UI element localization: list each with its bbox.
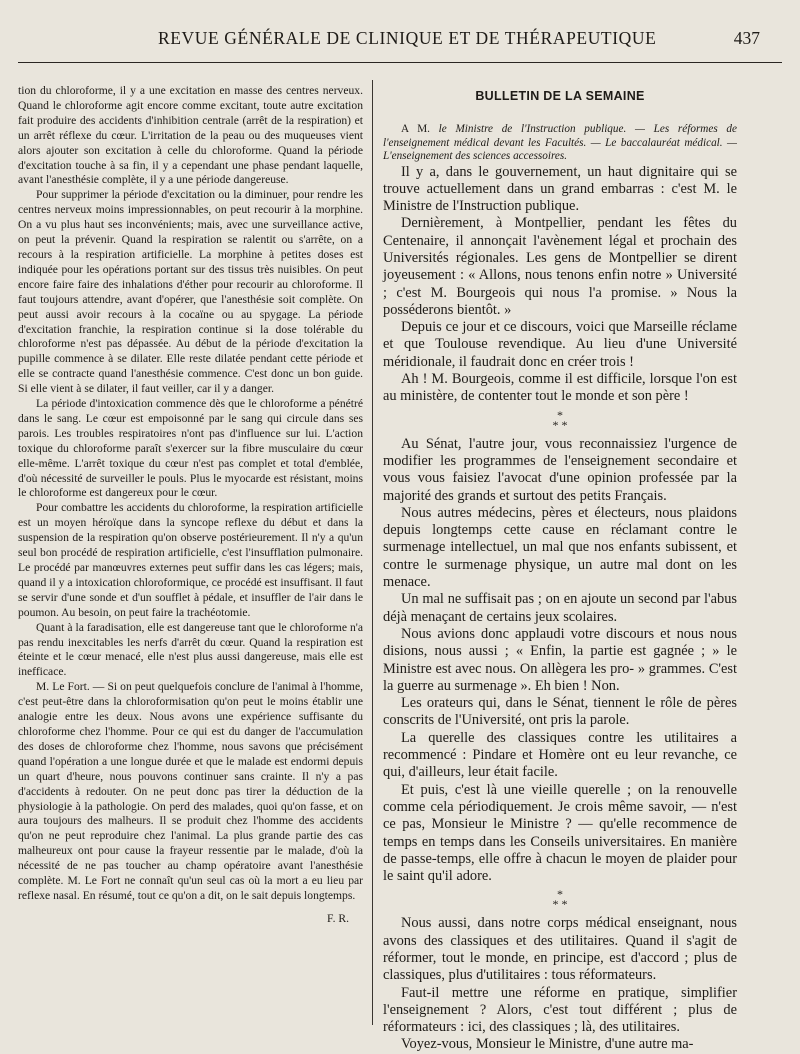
paragraph: Au Sénat, l'autre jour, vous reconnaissiez l'urgence de modifier les programmes de l'enseignement secondaire et vous vous faisiez l'avocat d'une opinion professée par la majorité des grands et surtout des petits Français. bbox=[383, 435, 737, 504]
star-row bbox=[383, 897, 737, 912]
left-column bbox=[18, 84, 363, 927]
paragraph: Et puis, c'est là une vieille querelle ; on la renouvelle comme cela périodiquement. Je crois même savoir, — n'est ce pas, Monsieur le Ministre ? — qu'elle recommence de temps en temps dans les Conseils universitaires. En manière de passe-temps, elle offre à chacun le moyen de plaider pour le saint qu'il adore. bbox=[383, 781, 737, 885]
paragraph: La querelle des classiques contre les utilitaires a recommencé : Pindare et Homère ont eu leur revanche, ce qui, d'ailleurs, leur était facile. bbox=[383, 729, 737, 781]
paragraph: Nous aussi, dans notre corps médical enseignant, nous avons des classiques et des utilitaires. Quand il s'agit de réformer, tout le monde, en principe, est d'accord ; plus de classiques, plus d'utilitaires : tous réformateurs. bbox=[383, 915, 737, 984]
paragraph: Les orateurs qui, dans le Sénat, tiennent le rôle de pères conscrits de l'Université, ont pris la parole. bbox=[383, 695, 737, 729]
paragraph: Faut-il mettre une réforme en pratique, simplifier l'enseignement ? Alors, c'est tout différent ; plus de réformateurs : ici, des classiques ; là, des utilitaires. bbox=[383, 984, 737, 1036]
signature: F. R. bbox=[327, 911, 349, 925]
paragraph: Il y a, dans le gouvernement, un haut dignitaire qui se trouve actuellement dans un grand embarras : c'est M. le Ministre de l'Instruction publique. bbox=[383, 163, 737, 215]
paragraph: Nous autres médecins, pères et électeurs, nous plaidons depuis longtemps cette cause en réclamant contre le surmenage intellectuel, un mal que nos enfants subissent, et contre le surmenage physique, un autre mal dont on les menace. bbox=[383, 504, 737, 591]
paragraph: Depuis ce jour et ce discours, voici que Marseille réclame et que Toulouse revendique. Au lieu d'une Université méridionale, il faudrait donc en créer trois ! bbox=[383, 319, 737, 370]
star-row bbox=[383, 417, 737, 432]
summary-text: le Ministre de l'Instruction publique. — Les réformes de l'enseignement médical devant les Facultés. — Le baccalauréat médical. — L'enseignement des sciences accessoires. bbox=[383, 123, 737, 163]
journal-title: REVUE GÉNÉRALE DE CLINIQUE ET DE THÉRAPEUTIQUE bbox=[158, 28, 657, 48]
paragraph: Nous avions donc applaudi votre discours et nous nous disions, nous aussi ; « Enfin, la partie est gagnée ; » le Ministre est avec nous. On allègera les pro- » grammes. C'est la guerre au surmenage ». Eh bien ! Non. bbox=[383, 625, 737, 694]
paragraph: Voyez-vous, Monsieur le Ministre, d'une autre ma- bbox=[401, 1036, 694, 1053]
header-rule bbox=[18, 62, 782, 63]
paragraph: Quant à la faradisation, elle est dangereuse tant que le chloroforme n'a pas rendu inexcitables les nerfs d'arrêt du cœur. Quand la respiration est éteinte et le cœur menacé, elle n'est plus aussi dangereuse, mais elle est inefficace. bbox=[18, 620, 363, 679]
right-column bbox=[383, 88, 737, 1054]
page-number: 437 bbox=[733, 28, 760, 48]
summary-prefix: A M. bbox=[401, 123, 430, 136]
star-separator bbox=[383, 887, 737, 912]
section-summary bbox=[383, 123, 737, 163]
running-header bbox=[18, 28, 782, 58]
paragraph: M. Le Fort. — Si on peut quelquefois conclure de l'animal à l'homme, c'est peut-être dans la chloroformisation qu'on peut le moins établir une analogie entre les deux. Nous avons une expérience suffisante du chloroforme chez l'homme. Pour ce qui est du danger de l'accumulation des doses de chloroforme chez l'homme, nous savons que précisément quand l'opération a une longue durée et que le malade est endormi depuis un quart d'heure, nous pouvons continuer sans crainte. Il n'y a pas d'accidents à redouter. On ne peut donc pas tirer la déduction de la physiologie à la pathologie. On perd des malades, quoi qu'on fasse, et on aura toujours des malheurs. Il se produit chez l'homme des accidents qu'on ne peut reproduire chez l'animal. La plus grande partie des cas malheureux ont pour cause la frayeur ressentie par le malade, d'où la nécessité de ne pas toucher au champ opératoire avant l'anesthésie complète. M. Le Fort ne connaît qu'un seul cas où la mort a eu lieu par reflexe nasal. En résumé, tout ce qu'on a dit, on le sait depuis longtemps. bbox=[18, 680, 363, 902]
paragraph: Un mal ne suffisait pas ; on en ajoute un second par l'abus déjà menaçant de certains jeux scolaires. bbox=[383, 591, 737, 625]
paragraph: Ah ! M. Bourgeois, comme il est difficile, lorsque l'on est au ministère, de contenter tout le monde et son père ! bbox=[383, 371, 737, 405]
paragraph: La période d'intoxication commence dès que le chloroforme a pénétré dans le sang. Le cœur est empoisonné par le sang qui circule dans ses parois. Les troubles respiratoires n'ont pas d'influence sur lui. L'action toxique du chloroforme paraît s'exercer sur la fibre musculaire du cœur elle-même. L'arrêt toxique du cœur n'est pas complet et total d'emblée, d'où nécessité de surveiller le pouls. Plus le myocarde est résistant, moins le chloroforme est dangereux pour le cœur. bbox=[18, 397, 363, 500]
paragraph: Dernièrement, à Montpellier, pendant les fêtes du Centenaire, il annonçait l'avènement légal et prochain des Universités régionales. Les gens de Montpellier se dirent joyeusement : « Allons, nous tenons enfin notre » Université ; c'est M. Bourgeois qui nous l'a promise. » Nous la posséderons bientôt. » bbox=[383, 215, 737, 318]
paragraph: Pour combattre les accidents du chloroforme, la respiration artificielle est un moyen héroïque dans la syncope reflexe du début et dans la suspension de la respiration qu'on observe postérieurement. Il n'y a qu'un seul bon procédé de respiration artificielle, c'est l'insufflation pulmonaire. Le procédé par manœuvres externes peut suffir dans les cas légers; mais, quand il y a intoxication chloroformique, ce procédé est insuffisant. Il faut se servir d'une sonde et d'un soufflet à pédale, et insuffler de l'air dans le poumon. Au besoin, on peut faire la trachéotomie. bbox=[18, 501, 363, 619]
star: * bbox=[552, 897, 559, 912]
column-divider bbox=[372, 80, 373, 1025]
star: * bbox=[552, 417, 559, 432]
star: * bbox=[561, 417, 568, 432]
paragraph: Pour supprimer la période d'excitation ou la diminuer, pour rendre les centres nerveux moins impressionnables, on peut recourir à la morphine. On a vu plus haut ses inconvénients; mais, avec une surveillance active, on peut la prévenir. Quand la respiration se ralentit ou s'arrête, on a recours à la respiration artificielle. La morphine à petites doses est indiquée pour les opérations portant sur des tissus très nuisibles. On peut encore faire faire des inhalations d'éther pour recourir au chloroforme. Il faut toujours attendre, avant d'opérer, que l'anesthésie soit complète. On peut aussi avoir recours à la cocaïne ou au spygage. La période d'excitation franchie, la respiration continue si la dose tolérable du chloroforme n'est pas dépassée. Au début de la période d'excitation la pupille commence à se dilater. Elle reste dilatée pendant cette période et elle se contracte quand l'anesthésie commence. C'est donc un bon guide. Si elle vient à se dilater, il faut veiller, car il y a danger. bbox=[18, 188, 363, 396]
star: * bbox=[557, 887, 563, 902]
section-heading: BULLETIN DE LA SEMAINE bbox=[475, 89, 645, 103]
paragraph: tion du chloroforme, il y a une excitation en masse des centres nerveux. Quand le chloroforme agit encore comme excitant, toute autre excitation fait produire des accidents d'inhibition centrale (arrêt de la respiration) et un arrêt réflexe du cœur. L'irritation de la peau ou des muqueuses vient alors ajouter son excitation à celle du chloroforme. Quand la période d'excitation touche à sa fin, il y a cependant une phase pendant laquelle, avant l'anesthésie complète, il y a une période dangereuse. bbox=[18, 84, 363, 187]
star: * bbox=[557, 407, 563, 422]
star-separator bbox=[383, 407, 737, 432]
star: * bbox=[561, 897, 568, 912]
